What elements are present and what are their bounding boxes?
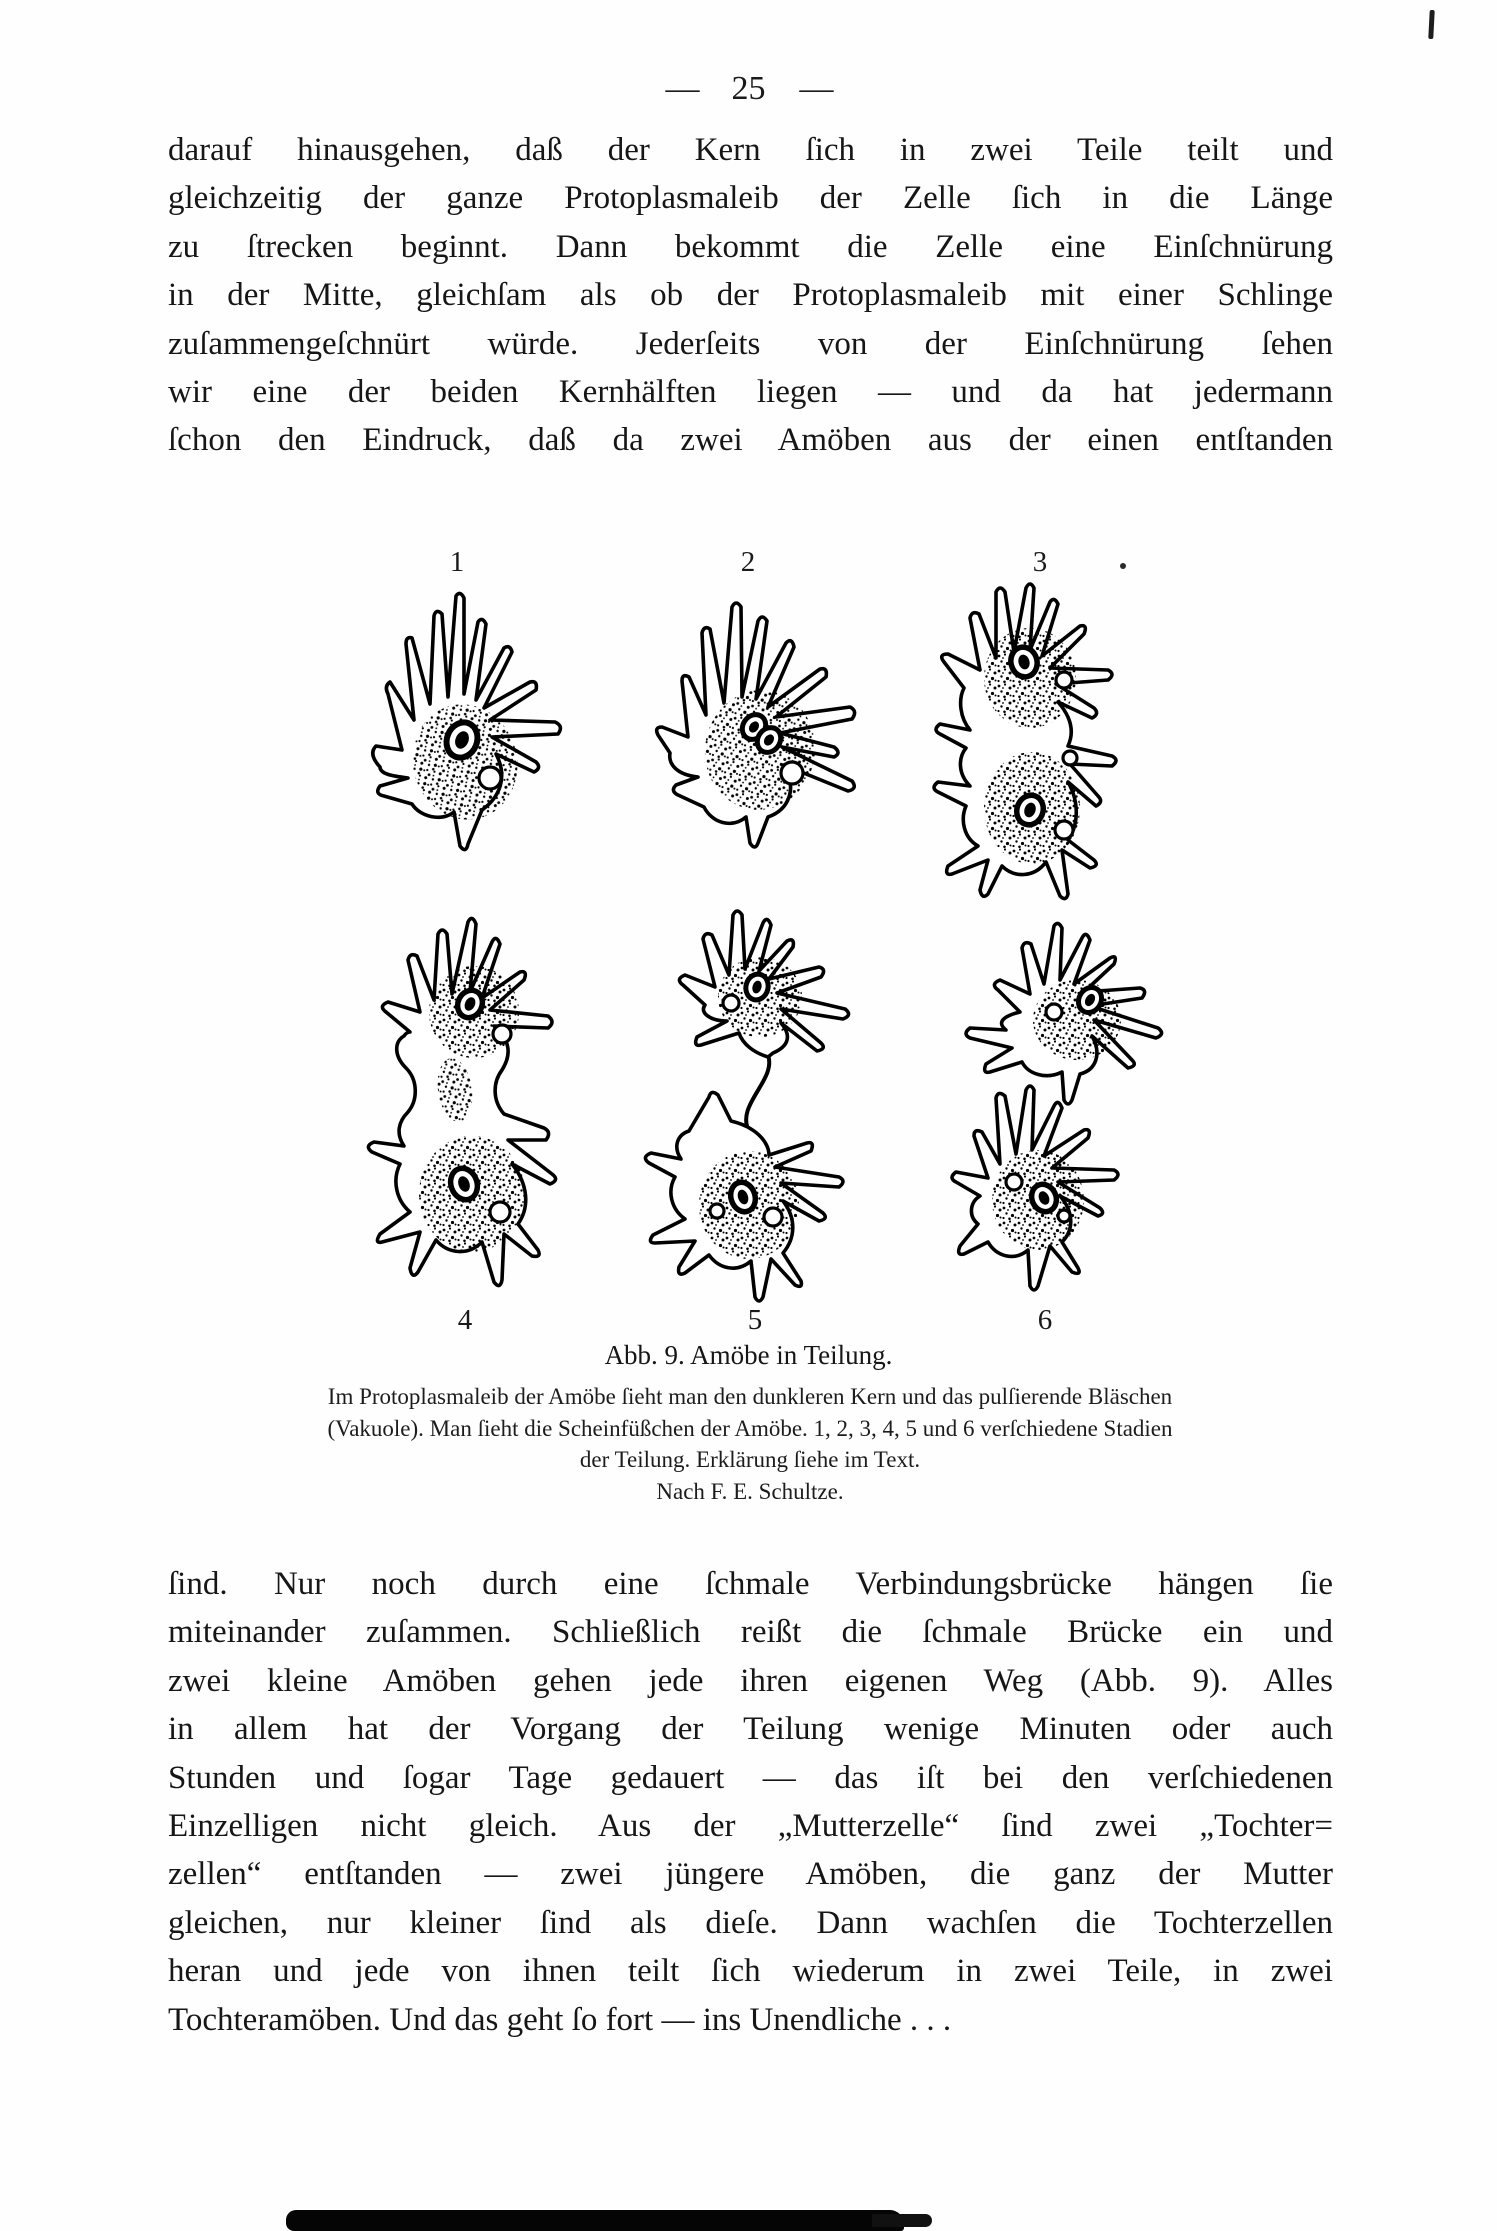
figure-caption	[108, 1381, 1392, 1507]
paragraph-line: wir eine der beiden Kernhälften liegen — und da hat jedermann	[168, 374, 1333, 411]
amoeba-stage-6-illustration	[942, 920, 1192, 1295]
amoeba-stage-4-illustration	[352, 912, 597, 1307]
figure-caption-line: Im Protoplasmaleib der Amöbe ſieht man den dunkleren Kern und das pulſierende Bläschen	[327, 1384, 1173, 1409]
paragraph-line: ſchon den Eindruck, daß da zwei Amöben aus der einen entſtanden	[168, 422, 1333, 459]
paragraph-line: zuſammengeſchnürt würde. Jederſeits von der Einſchnürung ſehen	[168, 325, 1333, 362]
stage-label-6: 6	[1037, 1304, 1053, 1336]
paragraph-line: darauf hinausgehen, daß der Kern ſich in zwei Teile teilt und	[168, 132, 1333, 168]
paragraph-bottom	[168, 1560, 1333, 2044]
paragraph-line: gleichzeitig der ganze Protoplasmaleib der Zelle ſich in die Länge	[168, 180, 1333, 217]
paragraph-line: miteinander zuſammen. Schließlich reißt die ſchmale Brücke ein und	[168, 1614, 1333, 1651]
paragraph-line: in der Mitte, gleichſam als ob der Protoplasmaleib mit einer Schlinge	[168, 277, 1333, 314]
amoeba-stage-2-illustration	[638, 585, 888, 875]
paragraph-line: in allem hat der Vorgang der Teilung wenige Minuten oder auch	[168, 1711, 1333, 1748]
paragraph-line: zu ſtrecken beginnt. Dann bekommt die Zelle eine Einſchnürung	[168, 228, 1333, 265]
stage-label-2: 2	[740, 546, 756, 578]
stage-label-3: 3	[1032, 546, 1048, 578]
scan-artifact-smudge-tail	[872, 2214, 932, 2227]
stage-label-4: 4	[457, 1304, 473, 1336]
amoeba-stage-1-illustration	[350, 582, 585, 897]
paragraph-line: Einzelligen nicht gleich. Aus der „Mutterzelle“ ſind zwei „Tochter=	[168, 1808, 1333, 1845]
paragraph-line: heran und jede von ihnen teilt ſich wiederum in zwei Teile, in zwei	[168, 1953, 1333, 1990]
page-header	[0, 70, 1497, 108]
stage-label-5: 5	[747, 1304, 763, 1336]
paragraph-line: Tochteramöben. Und das geht ſo fort — ins Unendliche . . .	[168, 2001, 952, 2038]
paragraph-top	[168, 126, 1333, 465]
paragraph-line: Stunden und ſogar Tage gedauert — das iſt bei den verſchiedenen	[168, 1759, 1333, 1796]
amoeba-stage-5-illustration	[635, 905, 895, 1305]
amoeba-stage-3-illustration	[922, 578, 1147, 908]
scan-artifact-dot	[1120, 563, 1126, 569]
scan-artifact-mark	[1428, 10, 1435, 39]
paragraph-line: zwei kleine Amöben gehen jede ihren eigenen Weg (Abb. 9). Alles	[168, 1662, 1333, 1699]
page-number: 25	[731, 70, 766, 107]
header-rule-right: —	[799, 70, 832, 107]
header-rule-left: —	[665, 70, 698, 107]
stage-label-1: 1	[449, 546, 465, 578]
paragraph-line: gleichen, nur kleiner ſind als dieſe. Dann wachſen die Tochterzellen	[168, 1904, 1333, 1941]
figure-caption-line: (Vakuole). Man ſieht die Scheinfüßchen der Amöbe. 1, 2, 3, 4, 5 und 6 verſchiedene Stadien	[327, 1415, 1173, 1441]
scan-artifact-smudge	[286, 2210, 904, 2231]
paragraph-line: zellen“ entſtanden — zwei jüngere Amöben, die ganz der Mutter	[168, 1856, 1333, 1893]
figure-caption-title: Abb. 9. Amöbe in Teilung.	[604, 1340, 893, 1370]
figure-caption-line: der Teilung. Erklärung ſiehe im Text.	[579, 1447, 921, 1473]
figure-caption-line: Nach F. E. Schultze.	[656, 1478, 844, 1504]
paragraph-line: ſind. Nur noch durch eine ſchmale Verbindungsbrücke hängen ſie	[168, 1566, 1333, 1602]
